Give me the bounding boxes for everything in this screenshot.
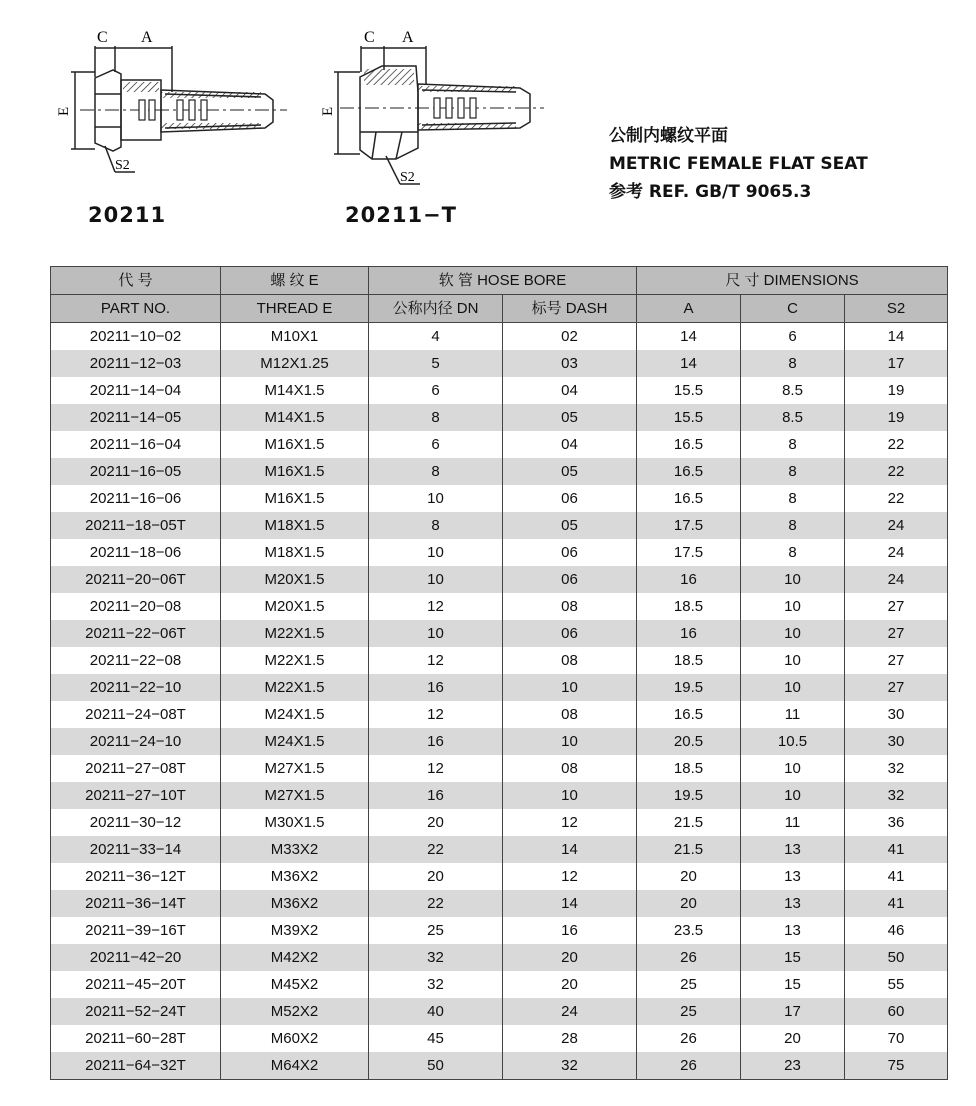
heading-english: METRIC FEMALE FLAT SEAT <box>609 154 868 174</box>
table-row <box>51 512 948 539</box>
dim-e-label: E <box>320 106 336 116</box>
cell-dn: 16 <box>369 728 503 755</box>
cell-dash: 03 <box>503 350 637 377</box>
cell-part-no: 20211−12−03 <box>51 350 221 377</box>
cell-a: 23.5 <box>637 917 741 944</box>
fitting-20211-t-caption: 20211−T <box>345 203 457 227</box>
table-row <box>51 809 948 836</box>
table-row <box>51 728 948 755</box>
cell-thread: M20X1.5 <box>221 566 369 593</box>
cell-dn: 6 <box>369 431 503 458</box>
cell-dash: 32 <box>503 1052 637 1080</box>
cell-dn: 20 <box>369 863 503 890</box>
cell-s2: 41 <box>845 863 948 890</box>
cell-a: 25 <box>637 971 741 998</box>
cell-part-no: 20211−45−20T <box>51 971 221 998</box>
dim-c-label: C <box>97 29 108 46</box>
header-thread-cn: 螺 纹 E <box>221 267 369 295</box>
cell-s2: 32 <box>845 782 948 809</box>
cell-a: 20 <box>637 890 741 917</box>
cell-c: 10 <box>741 593 845 620</box>
table-row <box>51 458 948 485</box>
cell-part-no: 20211−10−02 <box>51 323 221 351</box>
cell-s2: 41 <box>845 836 948 863</box>
cell-thread: M22X1.5 <box>221 620 369 647</box>
table-row <box>51 674 948 701</box>
header-c: C <box>741 295 845 323</box>
cell-thread: M12X1.25 <box>221 350 369 377</box>
cell-dash: 16 <box>503 917 637 944</box>
cell-s2: 22 <box>845 431 948 458</box>
cell-dn: 6 <box>369 377 503 404</box>
cell-dn: 12 <box>369 647 503 674</box>
cell-dn: 22 <box>369 890 503 917</box>
cell-c: 8.5 <box>741 377 845 404</box>
cell-dash: 10 <box>503 782 637 809</box>
cell-dn: 16 <box>369 782 503 809</box>
cell-dash: 14 <box>503 890 637 917</box>
cell-s2: 55 <box>845 971 948 998</box>
series-heading <box>609 122 868 206</box>
cell-c: 10 <box>741 782 845 809</box>
fitting-20211-t-drawing <box>316 22 546 197</box>
cell-s2: 75 <box>845 1052 948 1080</box>
table-row <box>51 782 948 809</box>
cell-a: 25 <box>637 998 741 1025</box>
table-row <box>51 998 948 1025</box>
table-row <box>51 836 948 863</box>
cell-dash: 08 <box>503 647 637 674</box>
cell-c: 11 <box>741 809 845 836</box>
cell-c: 8 <box>741 458 845 485</box>
cell-part-no: 20211−18−06 <box>51 539 221 566</box>
cell-s2: 27 <box>845 593 948 620</box>
cell-thread: M33X2 <box>221 836 369 863</box>
cell-thread: M14X1.5 <box>221 377 369 404</box>
cell-thread: M39X2 <box>221 917 369 944</box>
cell-part-no: 20211−33−14 <box>51 836 221 863</box>
cell-part-no: 20211−22−06T <box>51 620 221 647</box>
cell-thread: M27X1.5 <box>221 755 369 782</box>
cell-dash: 10 <box>503 674 637 701</box>
table-row <box>51 377 948 404</box>
cell-c: 17 <box>741 998 845 1025</box>
cell-c: 10 <box>741 566 845 593</box>
cell-dn: 8 <box>369 512 503 539</box>
table-row <box>51 755 948 782</box>
cell-thread: M18X1.5 <box>221 512 369 539</box>
heading-reference: 参考 REF. GB/T 9065.3 <box>609 182 812 202</box>
cell-dash: 06 <box>503 566 637 593</box>
cell-c: 8 <box>741 485 845 512</box>
dim-s2-label: S2 <box>400 170 415 185</box>
cell-c: 13 <box>741 917 845 944</box>
cell-thread: M22X1.5 <box>221 674 369 701</box>
cell-dn: 12 <box>369 701 503 728</box>
fitting-20211-drawing <box>55 22 295 197</box>
cell-dn: 32 <box>369 971 503 998</box>
cell-s2: 24 <box>845 566 948 593</box>
cell-part-no: 20211−36−12T <box>51 863 221 890</box>
cell-thread: M16X1.5 <box>221 485 369 512</box>
table-header-row <box>51 267 948 295</box>
table-row <box>51 323 948 351</box>
cell-thread: M36X2 <box>221 890 369 917</box>
cell-part-no: 20211−27−10T <box>51 782 221 809</box>
table-row <box>51 350 948 377</box>
table-row <box>51 1025 948 1052</box>
cell-thread: M22X1.5 <box>221 647 369 674</box>
cell-c: 8 <box>741 539 845 566</box>
table-row <box>51 647 948 674</box>
table-row <box>51 1052 948 1080</box>
table-row <box>51 539 948 566</box>
cell-dash: 02 <box>503 323 637 351</box>
cell-dash: 06 <box>503 485 637 512</box>
cell-dn: 25 <box>369 917 503 944</box>
cell-part-no: 20211−24−08T <box>51 701 221 728</box>
header-thread: THREAD E <box>221 295 369 323</box>
cell-a: 17.5 <box>637 512 741 539</box>
cell-a: 16.5 <box>637 431 741 458</box>
cell-part-no: 20211−20−08 <box>51 593 221 620</box>
cell-part-no: 20211−30−12 <box>51 809 221 836</box>
cell-dn: 50 <box>369 1052 503 1080</box>
cell-dn: 22 <box>369 836 503 863</box>
fitting-20211-caption: 20211 <box>88 203 167 227</box>
cell-a: 20 <box>637 863 741 890</box>
cell-s2: 70 <box>845 1025 948 1052</box>
cell-a: 18.5 <box>637 647 741 674</box>
cell-thread: M16X1.5 <box>221 431 369 458</box>
dim-a-label: A <box>402 29 414 46</box>
cell-dn: 10 <box>369 485 503 512</box>
header-part-no: PART NO. <box>51 295 221 323</box>
cell-part-no: 20211−60−28T <box>51 1025 221 1052</box>
cell-c: 8.5 <box>741 404 845 431</box>
table-row <box>51 485 948 512</box>
cell-thread: M64X2 <box>221 1052 369 1080</box>
table-row <box>51 620 948 647</box>
cell-c: 6 <box>741 323 845 351</box>
cell-s2: 27 <box>845 620 948 647</box>
header-part-cn: 代 号 <box>51 267 221 295</box>
cell-s2: 50 <box>845 944 948 971</box>
cell-dn: 10 <box>369 566 503 593</box>
cell-a: 21.5 <box>637 809 741 836</box>
cell-dn: 8 <box>369 404 503 431</box>
cell-thread: M45X2 <box>221 971 369 998</box>
cell-a: 20.5 <box>637 728 741 755</box>
cell-s2: 60 <box>845 998 948 1025</box>
cell-thread: M18X1.5 <box>221 539 369 566</box>
cell-thread: M36X2 <box>221 863 369 890</box>
cell-s2: 27 <box>845 647 948 674</box>
table-row <box>51 971 948 998</box>
cell-part-no: 20211−16−04 <box>51 431 221 458</box>
cell-part-no: 20211−42−20 <box>51 944 221 971</box>
dim-e-label: E <box>56 106 72 116</box>
header-dimensions: 尺 寸 DIMENSIONS <box>637 267 948 295</box>
cell-c: 8 <box>741 512 845 539</box>
cell-dash: 04 <box>503 377 637 404</box>
cell-c: 23 <box>741 1052 845 1080</box>
header-s2: S2 <box>845 295 948 323</box>
dim-s2-label: S2 <box>115 158 130 173</box>
cell-a: 19.5 <box>637 782 741 809</box>
cell-dash: 14 <box>503 836 637 863</box>
cell-dn: 32 <box>369 944 503 971</box>
cell-c: 13 <box>741 836 845 863</box>
cell-thread: M27X1.5 <box>221 782 369 809</box>
cell-part-no: 20211−20−06T <box>51 566 221 593</box>
table-row <box>51 890 948 917</box>
cell-a: 14 <box>637 323 741 351</box>
header-hose-bore: 软 管 HOSE BORE <box>369 267 637 295</box>
cell-s2: 41 <box>845 890 948 917</box>
cell-dn: 4 <box>369 323 503 351</box>
cell-dn: 40 <box>369 998 503 1025</box>
cell-thread: M52X2 <box>221 998 369 1025</box>
cell-thread: M30X1.5 <box>221 809 369 836</box>
cell-part-no: 20211−52−24T <box>51 998 221 1025</box>
cell-part-no: 20211−18−05T <box>51 512 221 539</box>
cell-dash: 10 <box>503 728 637 755</box>
cell-a: 18.5 <box>637 593 741 620</box>
table-row <box>51 944 948 971</box>
cell-c: 13 <box>741 863 845 890</box>
cell-a: 26 <box>637 1052 741 1080</box>
cell-c: 13 <box>741 890 845 917</box>
cell-dn: 12 <box>369 755 503 782</box>
header-dn: 公称内径 DN <box>369 295 503 323</box>
cell-dn: 20 <box>369 809 503 836</box>
cell-c: 10 <box>741 647 845 674</box>
cell-a: 14 <box>637 350 741 377</box>
cell-dn: 10 <box>369 539 503 566</box>
cell-thread: M16X1.5 <box>221 458 369 485</box>
cell-a: 21.5 <box>637 836 741 863</box>
cell-a: 16.5 <box>637 458 741 485</box>
cell-dash: 08 <box>503 701 637 728</box>
table-body <box>51 323 948 1080</box>
table-row <box>51 863 948 890</box>
table-subheader-row <box>51 295 948 323</box>
cell-a: 17.5 <box>637 539 741 566</box>
dim-a-label: A <box>141 29 153 46</box>
header-a: A <box>637 295 741 323</box>
cell-a: 16 <box>637 566 741 593</box>
cell-s2: 19 <box>845 404 948 431</box>
cell-a: 16.5 <box>637 701 741 728</box>
cell-dash: 12 <box>503 809 637 836</box>
cell-part-no: 20211−64−32T <box>51 1052 221 1080</box>
cell-dash: 06 <box>503 539 637 566</box>
cell-dash: 08 <box>503 755 637 782</box>
cell-s2: 30 <box>845 701 948 728</box>
cell-c: 10 <box>741 620 845 647</box>
cell-s2: 19 <box>845 377 948 404</box>
cell-a: 15.5 <box>637 377 741 404</box>
cell-dash: 05 <box>503 458 637 485</box>
cell-s2: 22 <box>845 458 948 485</box>
cell-thread: M42X2 <box>221 944 369 971</box>
cell-a: 26 <box>637 1025 741 1052</box>
cell-dash: 20 <box>503 971 637 998</box>
cell-dn: 10 <box>369 620 503 647</box>
table-row <box>51 593 948 620</box>
cell-part-no: 20211−16−05 <box>51 458 221 485</box>
cell-s2: 32 <box>845 755 948 782</box>
cell-c: 8 <box>741 431 845 458</box>
cell-part-no: 20211−16−06 <box>51 485 221 512</box>
cell-thread: M24X1.5 <box>221 728 369 755</box>
cell-dash: 06 <box>503 620 637 647</box>
cell-thread: M10X1 <box>221 323 369 351</box>
cell-a: 26 <box>637 944 741 971</box>
cell-c: 10 <box>741 674 845 701</box>
cell-s2: 17 <box>845 350 948 377</box>
cell-thread: M60X2 <box>221 1025 369 1052</box>
cell-dn: 16 <box>369 674 503 701</box>
cell-thread: M24X1.5 <box>221 701 369 728</box>
cell-dash: 28 <box>503 1025 637 1052</box>
cell-c: 20 <box>741 1025 845 1052</box>
cell-c: 8 <box>741 350 845 377</box>
cell-dn: 5 <box>369 350 503 377</box>
table-row <box>51 431 948 458</box>
cell-dash: 08 <box>503 593 637 620</box>
cell-dash: 05 <box>503 512 637 539</box>
cell-s2: 24 <box>845 512 948 539</box>
cell-c: 10 <box>741 755 845 782</box>
cell-thread: M14X1.5 <box>221 404 369 431</box>
cell-c: 15 <box>741 944 845 971</box>
table-row <box>51 917 948 944</box>
cell-s2: 24 <box>845 539 948 566</box>
cell-s2: 14 <box>845 323 948 351</box>
cell-dash: 04 <box>503 431 637 458</box>
cell-dash: 20 <box>503 944 637 971</box>
header-dash: 标号 DASH <box>503 295 637 323</box>
cell-thread: M20X1.5 <box>221 593 369 620</box>
cell-part-no: 20211−24−10 <box>51 728 221 755</box>
cell-c: 11 <box>741 701 845 728</box>
cell-s2: 22 <box>845 485 948 512</box>
cell-a: 16 <box>637 620 741 647</box>
cell-s2: 30 <box>845 728 948 755</box>
dim-c-label: C <box>364 29 375 46</box>
cell-dn: 45 <box>369 1025 503 1052</box>
cell-a: 15.5 <box>637 404 741 431</box>
cell-part-no: 20211−36−14T <box>51 890 221 917</box>
cell-part-no: 20211−14−05 <box>51 404 221 431</box>
cell-c: 15 <box>741 971 845 998</box>
table-row <box>51 701 948 728</box>
cell-s2: 36 <box>845 809 948 836</box>
cell-s2: 27 <box>845 674 948 701</box>
cell-part-no: 20211−22−10 <box>51 674 221 701</box>
cell-part-no: 20211−27−08T <box>51 755 221 782</box>
cell-dash: 12 <box>503 863 637 890</box>
cell-dash: 05 <box>503 404 637 431</box>
spec-table <box>50 266 948 1080</box>
cell-dn: 12 <box>369 593 503 620</box>
cell-a: 16.5 <box>637 485 741 512</box>
cell-part-no: 20211−39−16T <box>51 917 221 944</box>
cell-a: 19.5 <box>637 674 741 701</box>
table-row <box>51 404 948 431</box>
cell-dash: 24 <box>503 998 637 1025</box>
cell-s2: 46 <box>845 917 948 944</box>
table-row <box>51 566 948 593</box>
cell-dn: 8 <box>369 458 503 485</box>
cell-part-no: 20211−14−04 <box>51 377 221 404</box>
cell-a: 18.5 <box>637 755 741 782</box>
cell-part-no: 20211−22−08 <box>51 647 221 674</box>
heading-chinese: 公制内螺纹平面 <box>609 126 728 146</box>
cell-c: 10.5 <box>741 728 845 755</box>
